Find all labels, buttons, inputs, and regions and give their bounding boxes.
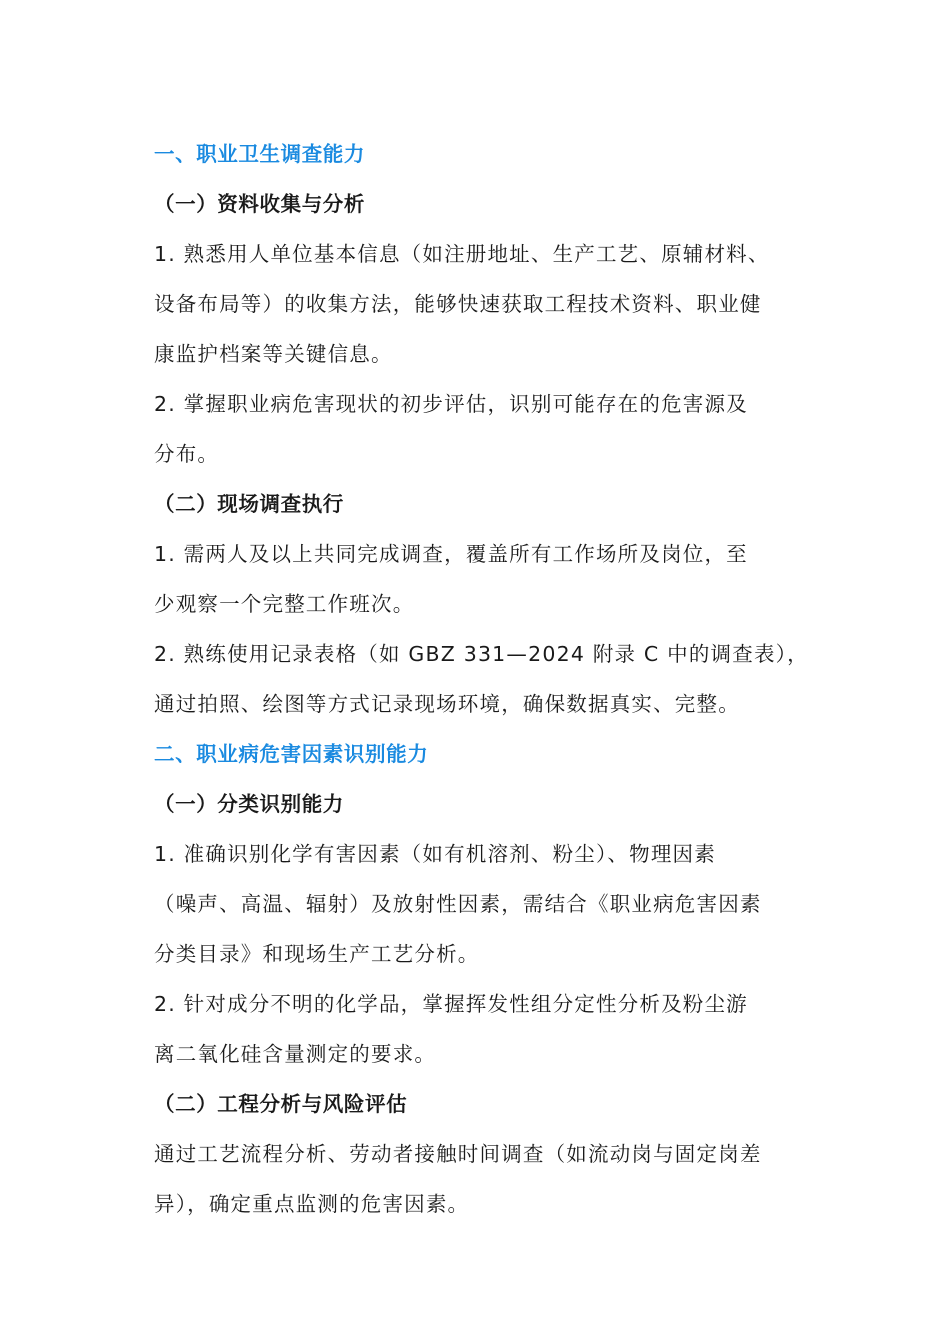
section-heading: 一、职业卫生调查能力 xyxy=(154,142,365,166)
subsection-heading: （一）分类识别能力 xyxy=(154,792,344,816)
paragraph-line: 2. 针对成分不明的化学品，掌握挥发性组分定性分析及粉尘游 xyxy=(154,992,748,1016)
paragraph-line: 1. 准确识别化学有害因素（如有机溶剂、粉尘）、物理因素 xyxy=(154,842,716,866)
subsection-heading: （一）资料收集与分析 xyxy=(154,192,365,216)
paragraph-line: 通过工艺流程分析、劳动者接触时间调查（如流动岗与固定岗差 xyxy=(154,1142,762,1166)
paragraph-line: 少观察一个完整工作班次。 xyxy=(154,592,415,616)
document-page xyxy=(154,129,814,1229)
section-heading: 二、职业病危害因素识别能力 xyxy=(154,742,429,766)
paragraph-line: 2. 熟练使用记录表格（如 GBZ 331—2024 附录 C 中的调查表）， xyxy=(154,642,809,666)
paragraph-line: 分类目录》和现场生产工艺分析。 xyxy=(154,942,480,966)
paragraph-line: 离二氧化硅含量测定的要求。 xyxy=(154,1042,437,1066)
paragraph-line: 康监护档案等关键信息。 xyxy=(154,342,393,366)
paragraph-line: 分布。 xyxy=(154,442,220,466)
paragraph-line: （噪声、高温、辐射）及放射性因素，需结合《职业病危害因素 xyxy=(154,892,762,916)
paragraph-line: 通过拍照、绘图等方式记录现场环境，确保数据真实、完整。 xyxy=(154,692,740,716)
paragraph-line: 1. 需两人及以上共同完成调查，覆盖所有工作场所及岗位，至 xyxy=(154,542,748,566)
paragraph-line: 异），确定重点监测的危害因素。 xyxy=(154,1192,470,1216)
paragraph-line: 设备布局等）的收集方法，能够快速获取工程技术资料、职业健 xyxy=(154,292,762,316)
paragraph-line: 1. 熟悉用人单位基本信息（如注册地址、生产工艺、原辅材料、 xyxy=(154,242,770,266)
subsection-heading: （二）工程分析与风险评估 xyxy=(154,1092,408,1116)
subsection-heading: （二）现场调查执行 xyxy=(154,492,344,516)
paragraph-line: 2. 掌握职业病危害现状的初步评估，识别可能存在的危害源及 xyxy=(154,392,748,416)
